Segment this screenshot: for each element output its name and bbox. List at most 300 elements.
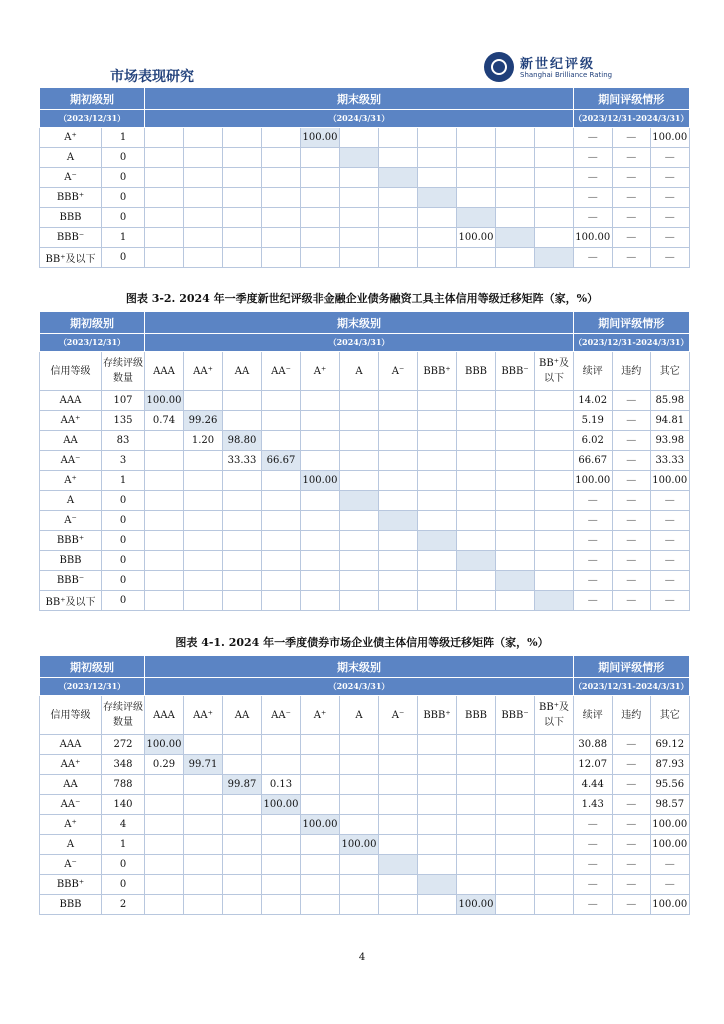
table-row <box>40 591 690 611</box>
matrix-cell <box>223 411 262 431</box>
period-cont-cell: — <box>574 491 613 511</box>
matrix-cell <box>535 391 574 411</box>
matrix-cell <box>145 451 184 471</box>
period-other-cell: — <box>651 148 690 168</box>
row-count: 788 <box>102 775 145 795</box>
matrix-cell <box>379 471 418 491</box>
matrix-cell <box>535 591 574 611</box>
matrix-cell <box>418 591 457 611</box>
matrix-cell <box>457 531 496 551</box>
matrix-cell <box>145 895 184 915</box>
matrix-cell <box>262 411 301 431</box>
table-row <box>40 735 690 755</box>
period-default-cell: — <box>612 208 651 228</box>
period-cont-cell: — <box>574 895 613 915</box>
matrix-cell <box>184 875 223 895</box>
matrix-cell <box>223 835 262 855</box>
matrix-cell <box>379 248 418 268</box>
table-row <box>40 411 690 431</box>
matrix-cell <box>223 391 262 411</box>
table-row <box>40 511 690 531</box>
matrix-cell <box>535 735 574 755</box>
matrix-cell <box>145 511 184 531</box>
matrix-cell <box>340 148 379 168</box>
matrix-cell: 100.00 <box>262 795 301 815</box>
matrix-cell <box>496 431 535 451</box>
matrix-cell <box>496 188 535 208</box>
row-grade: A⁻ <box>40 511 102 531</box>
matrix-cell: 33.33 <box>223 451 262 471</box>
matrix-cell <box>223 148 262 168</box>
row-count: 135 <box>102 411 145 431</box>
matrix-cell <box>418 755 457 775</box>
period-cont-cell: — <box>574 168 613 188</box>
matrix-cell <box>379 755 418 775</box>
matrix-cell <box>184 775 223 795</box>
matrix-cell <box>418 855 457 875</box>
matrix-cell <box>457 471 496 491</box>
matrix-cell <box>301 431 340 451</box>
matrix-cell <box>457 431 496 451</box>
header-row-titles <box>40 656 690 678</box>
row-count: 1 <box>102 835 145 855</box>
matrix-cell <box>496 451 535 471</box>
matrix-cell <box>535 835 574 855</box>
matrix-cell <box>223 571 262 591</box>
matrix-cell <box>145 875 184 895</box>
period-default-cell: — <box>612 815 651 835</box>
period-cont-cell: — <box>574 531 613 551</box>
period-other-cell: 95.56 <box>651 775 690 795</box>
matrix-cell <box>262 875 301 895</box>
period-other-cell: 100.00 <box>651 815 690 835</box>
period-other-cell: — <box>651 875 690 895</box>
table-row <box>40 875 690 895</box>
period-other-cell: 100.00 <box>651 128 690 148</box>
matrix-cell <box>301 228 340 248</box>
table-row <box>40 451 690 471</box>
row-grade: AA⁻ <box>40 795 102 815</box>
matrix-cell <box>379 411 418 431</box>
matrix-cell <box>418 531 457 551</box>
matrix-cell <box>262 895 301 915</box>
period-cont-cell: 1.43 <box>574 795 613 815</box>
matrix-cell <box>340 511 379 531</box>
row-grade: BB⁺及以下 <box>40 591 102 611</box>
matrix-cell <box>496 228 535 248</box>
table-row <box>40 755 690 775</box>
row-grade: A <box>40 148 102 168</box>
default-header: 违约 <box>612 352 651 391</box>
matrix-cell <box>223 128 262 148</box>
row-count: 272 <box>102 735 145 755</box>
matrix-cell <box>535 755 574 775</box>
row-grade: AAA <box>40 735 102 755</box>
row-grade: A⁺ <box>40 815 102 835</box>
matrix-cell <box>379 128 418 148</box>
matrix-cell <box>457 755 496 775</box>
row-grade: A <box>40 491 102 511</box>
matrix-cell: 99.26 <box>184 411 223 431</box>
row-count: 0 <box>102 188 145 208</box>
end-date-header: （2024/3/31） <box>145 334 574 352</box>
period-cont-cell: 100.00 <box>574 228 613 248</box>
matrix-cell <box>301 875 340 895</box>
row-count: 1 <box>102 128 145 148</box>
section-title: 市场表现研究 <box>110 69 194 85</box>
matrix-cell <box>379 775 418 795</box>
matrix-cell <box>457 795 496 815</box>
matrix-cell <box>184 228 223 248</box>
period-cont-cell: — <box>574 128 613 148</box>
matrix-cell <box>379 188 418 208</box>
period-rating-header: 期间评级情形 <box>574 88 690 110</box>
matrix-cell: 1.20 <box>184 431 223 451</box>
period-other-cell: — <box>651 511 690 531</box>
matrix-cell <box>340 168 379 188</box>
matrix-cell: 100.00 <box>301 471 340 491</box>
matrix-cell <box>184 855 223 875</box>
period-default-cell: — <box>612 128 651 148</box>
matrix-cell <box>496 571 535 591</box>
matrix-cell <box>223 228 262 248</box>
matrix-cell <box>457 208 496 228</box>
matrix-cell <box>457 551 496 571</box>
matrix-cell <box>496 411 535 431</box>
matrix-cell <box>535 551 574 571</box>
matrix-cell <box>340 248 379 268</box>
matrix-cell <box>262 551 301 571</box>
company-logo <box>484 52 614 84</box>
row-count: 348 <box>102 755 145 775</box>
matrix-cell <box>496 248 535 268</box>
matrix-cell <box>262 491 301 511</box>
matrix-cell <box>340 431 379 451</box>
matrix-cell: 100.00 <box>145 391 184 411</box>
row-grade: BBB <box>40 895 102 915</box>
row-count: 0 <box>102 531 145 551</box>
period-other-cell: — <box>651 591 690 611</box>
period-other-cell: — <box>651 168 690 188</box>
matrix-cell <box>184 591 223 611</box>
row-count: 107 <box>102 391 145 411</box>
period-cont-cell: 6.02 <box>574 431 613 451</box>
matrix-cell <box>184 148 223 168</box>
matrix-cell <box>340 815 379 835</box>
matrix-cell <box>262 208 301 228</box>
matrix-cell <box>496 128 535 148</box>
matrix-cell <box>301 795 340 815</box>
matrix-cell <box>418 875 457 895</box>
period-other-cell: 93.98 <box>651 431 690 451</box>
row-count: 2 <box>102 895 145 915</box>
period-other-cell: — <box>651 208 690 228</box>
period-default-cell: — <box>612 228 651 248</box>
period-cont-cell: — <box>574 855 613 875</box>
period-cont-cell: 5.19 <box>574 411 613 431</box>
matrix-cell <box>379 451 418 471</box>
matrix-cell <box>535 208 574 228</box>
matrix-cell <box>457 571 496 591</box>
matrix-cell <box>496 795 535 815</box>
period-default-cell: — <box>612 188 651 208</box>
row-grade: A⁻ <box>40 168 102 188</box>
table-row <box>40 855 690 875</box>
credit-grade-header: 信用等级 <box>40 696 102 735</box>
matrix-cell <box>379 431 418 451</box>
matrix-cell <box>418 431 457 451</box>
matrix-cell <box>145 148 184 168</box>
grade-column-header: BBB⁺ <box>418 352 457 391</box>
matrix-cell <box>301 735 340 755</box>
matrix-cell <box>418 411 457 431</box>
start-date-header: （2023/12/31） <box>40 334 145 352</box>
period-default-cell: — <box>612 895 651 915</box>
matrix-cell <box>223 248 262 268</box>
period-other-cell: 85.98 <box>651 391 690 411</box>
logo-emblem-icon <box>484 52 514 82</box>
period-default-cell: — <box>612 571 651 591</box>
matrix-cell <box>301 755 340 775</box>
period-cont-cell: — <box>574 571 613 591</box>
continued-header: 续评 <box>574 696 613 735</box>
matrix-cell <box>379 815 418 835</box>
migration-matrix-table-3-2 <box>39 311 690 611</box>
table-row <box>40 531 690 551</box>
grade-column-header: A <box>340 352 379 391</box>
matrix-cell <box>535 471 574 491</box>
matrix-cell <box>340 471 379 491</box>
row-grade: BB⁺及以下 <box>40 248 102 268</box>
matrix-cell <box>418 128 457 148</box>
row-count: 3 <box>102 451 145 471</box>
period-cont-cell: — <box>574 815 613 835</box>
row-count: 1 <box>102 228 145 248</box>
matrix-cell <box>496 775 535 795</box>
period-other-cell: 33.33 <box>651 451 690 471</box>
matrix-cell <box>262 431 301 451</box>
matrix-cell <box>223 895 262 915</box>
start-rating-header: 期初级别 <box>40 656 145 678</box>
period-rating-header: 期间评级情形 <box>574 656 690 678</box>
matrix-cell <box>301 571 340 591</box>
matrix-cell <box>223 511 262 531</box>
matrix-cell <box>418 795 457 815</box>
default-header: 违约 <box>612 696 651 735</box>
matrix-cell <box>340 128 379 148</box>
matrix-cell <box>496 735 535 755</box>
grade-column-header: AA⁻ <box>262 696 301 735</box>
matrix-cell <box>145 855 184 875</box>
header-row-dates <box>40 110 690 128</box>
period-default-cell: — <box>612 491 651 511</box>
matrix-cell: 100.00 <box>457 895 496 915</box>
matrix-cell <box>457 591 496 611</box>
matrix-cell <box>379 571 418 591</box>
header-row-titles <box>40 88 690 110</box>
grade-column-header: A⁺ <box>301 352 340 391</box>
matrix-cell <box>145 835 184 855</box>
matrix-cell <box>184 168 223 188</box>
row-count: 0 <box>102 148 145 168</box>
column-header-row <box>40 696 690 735</box>
matrix-cell <box>379 591 418 611</box>
row-count: 83 <box>102 431 145 451</box>
migration-matrix-table-1 <box>39 87 690 268</box>
matrix-cell: 0.29 <box>145 755 184 775</box>
matrix-cell <box>496 551 535 571</box>
matrix-cell <box>340 591 379 611</box>
period-default-cell: — <box>612 471 651 491</box>
period-other-cell: 100.00 <box>651 471 690 491</box>
matrix-cell <box>223 208 262 228</box>
period-cont-cell: — <box>574 551 613 571</box>
row-count: 0 <box>102 875 145 895</box>
grade-column-header: A⁻ <box>379 696 418 735</box>
matrix-cell <box>496 471 535 491</box>
matrix-cell <box>223 188 262 208</box>
period-default-cell: — <box>612 591 651 611</box>
other-header: 其它 <box>651 696 690 735</box>
matrix-cell <box>418 451 457 471</box>
matrix-cell <box>301 855 340 875</box>
matrix-cell <box>379 855 418 875</box>
matrix-cell <box>262 511 301 531</box>
period-other-cell: — <box>651 248 690 268</box>
period-default-cell: — <box>612 511 651 531</box>
matrix-cell <box>418 391 457 411</box>
table-row <box>40 391 690 411</box>
matrix-cell <box>418 815 457 835</box>
period-other-cell: — <box>651 228 690 248</box>
matrix-cell: 100.00 <box>301 815 340 835</box>
period-default-cell: — <box>612 551 651 571</box>
matrix-cell <box>496 208 535 228</box>
matrix-cell <box>535 531 574 551</box>
matrix-cell <box>184 451 223 471</box>
period-other-cell: 100.00 <box>651 835 690 855</box>
row-grade: A⁺ <box>40 128 102 148</box>
row-count: 0 <box>102 208 145 228</box>
grade-column-header: BBB⁺ <box>418 696 457 735</box>
period-other-cell: 87.93 <box>651 755 690 775</box>
matrix-cell <box>301 551 340 571</box>
matrix-cell <box>457 815 496 835</box>
matrix-cell <box>535 511 574 531</box>
matrix-cell <box>340 551 379 571</box>
end-rating-header: 期末级别 <box>145 312 574 334</box>
period-default-cell: — <box>612 168 651 188</box>
row-grade: AA⁺ <box>40 755 102 775</box>
logo-english-text: Shanghai Brilliance Rating <box>520 71 613 79</box>
matrix-cell <box>145 208 184 228</box>
matrix-cell <box>340 491 379 511</box>
matrix-cell <box>184 188 223 208</box>
matrix-cell <box>496 835 535 855</box>
row-count: 1 <box>102 471 145 491</box>
header-row-dates <box>40 678 690 696</box>
matrix-cell <box>262 835 301 855</box>
matrix-cell <box>301 491 340 511</box>
matrix-cell <box>301 895 340 915</box>
period-other-cell: 98.57 <box>651 795 690 815</box>
matrix-cell: 66.67 <box>262 451 301 471</box>
period-cont-cell: — <box>574 875 613 895</box>
matrix-cell <box>223 491 262 511</box>
matrix-cell <box>184 795 223 815</box>
matrix-cell <box>184 391 223 411</box>
matrix-cell <box>223 168 262 188</box>
matrix-cell: 100.00 <box>301 128 340 148</box>
period-cont-cell: — <box>574 248 613 268</box>
matrix-cell <box>496 855 535 875</box>
matrix-cell <box>145 471 184 491</box>
matrix-cell <box>145 775 184 795</box>
matrix-cell <box>262 248 301 268</box>
matrix-cell <box>301 188 340 208</box>
table-row <box>40 491 690 511</box>
matrix-cell <box>535 188 574 208</box>
matrix-cell <box>184 471 223 491</box>
matrix-cell <box>223 755 262 775</box>
matrix-cell <box>379 208 418 228</box>
matrix-cell <box>379 491 418 511</box>
row-grade: BBB⁻ <box>40 571 102 591</box>
matrix-cell <box>262 228 301 248</box>
row-grade: AA⁻ <box>40 451 102 471</box>
table-row <box>40 188 690 208</box>
matrix-cell <box>145 795 184 815</box>
matrix-cell <box>145 128 184 148</box>
row-count: 0 <box>102 248 145 268</box>
period-default-cell: — <box>612 411 651 431</box>
matrix-cell <box>262 391 301 411</box>
matrix-cell <box>379 511 418 531</box>
matrix-cell <box>301 591 340 611</box>
matrix-cell <box>535 875 574 895</box>
matrix-cell <box>418 188 457 208</box>
matrix-cell <box>457 188 496 208</box>
matrix-cell <box>145 591 184 611</box>
matrix-cell <box>457 491 496 511</box>
matrix-cell <box>418 168 457 188</box>
matrix-cell: 0.13 <box>262 775 301 795</box>
matrix-cell <box>379 531 418 551</box>
period-default-cell: — <box>612 248 651 268</box>
matrix-cell <box>340 795 379 815</box>
matrix-cell <box>535 571 574 591</box>
matrix-cell <box>496 895 535 915</box>
table-row <box>40 795 690 815</box>
matrix-cell <box>262 855 301 875</box>
period-default-cell: — <box>612 531 651 551</box>
period-other-cell: — <box>651 855 690 875</box>
matrix-cell: 99.87 <box>223 775 262 795</box>
matrix-cell <box>535 491 574 511</box>
period-cont-cell: — <box>574 591 613 611</box>
logo-chinese-text: 新世纪评级 <box>520 57 596 72</box>
period-default-cell: — <box>612 835 651 855</box>
row-grade: A⁺ <box>40 471 102 491</box>
matrix-cell <box>301 775 340 795</box>
matrix-cell <box>262 591 301 611</box>
table-row <box>40 835 690 855</box>
matrix-cell <box>457 511 496 531</box>
table-row <box>40 551 690 571</box>
matrix-cell <box>145 228 184 248</box>
matrix-cell <box>223 591 262 611</box>
matrix-cell <box>535 248 574 268</box>
